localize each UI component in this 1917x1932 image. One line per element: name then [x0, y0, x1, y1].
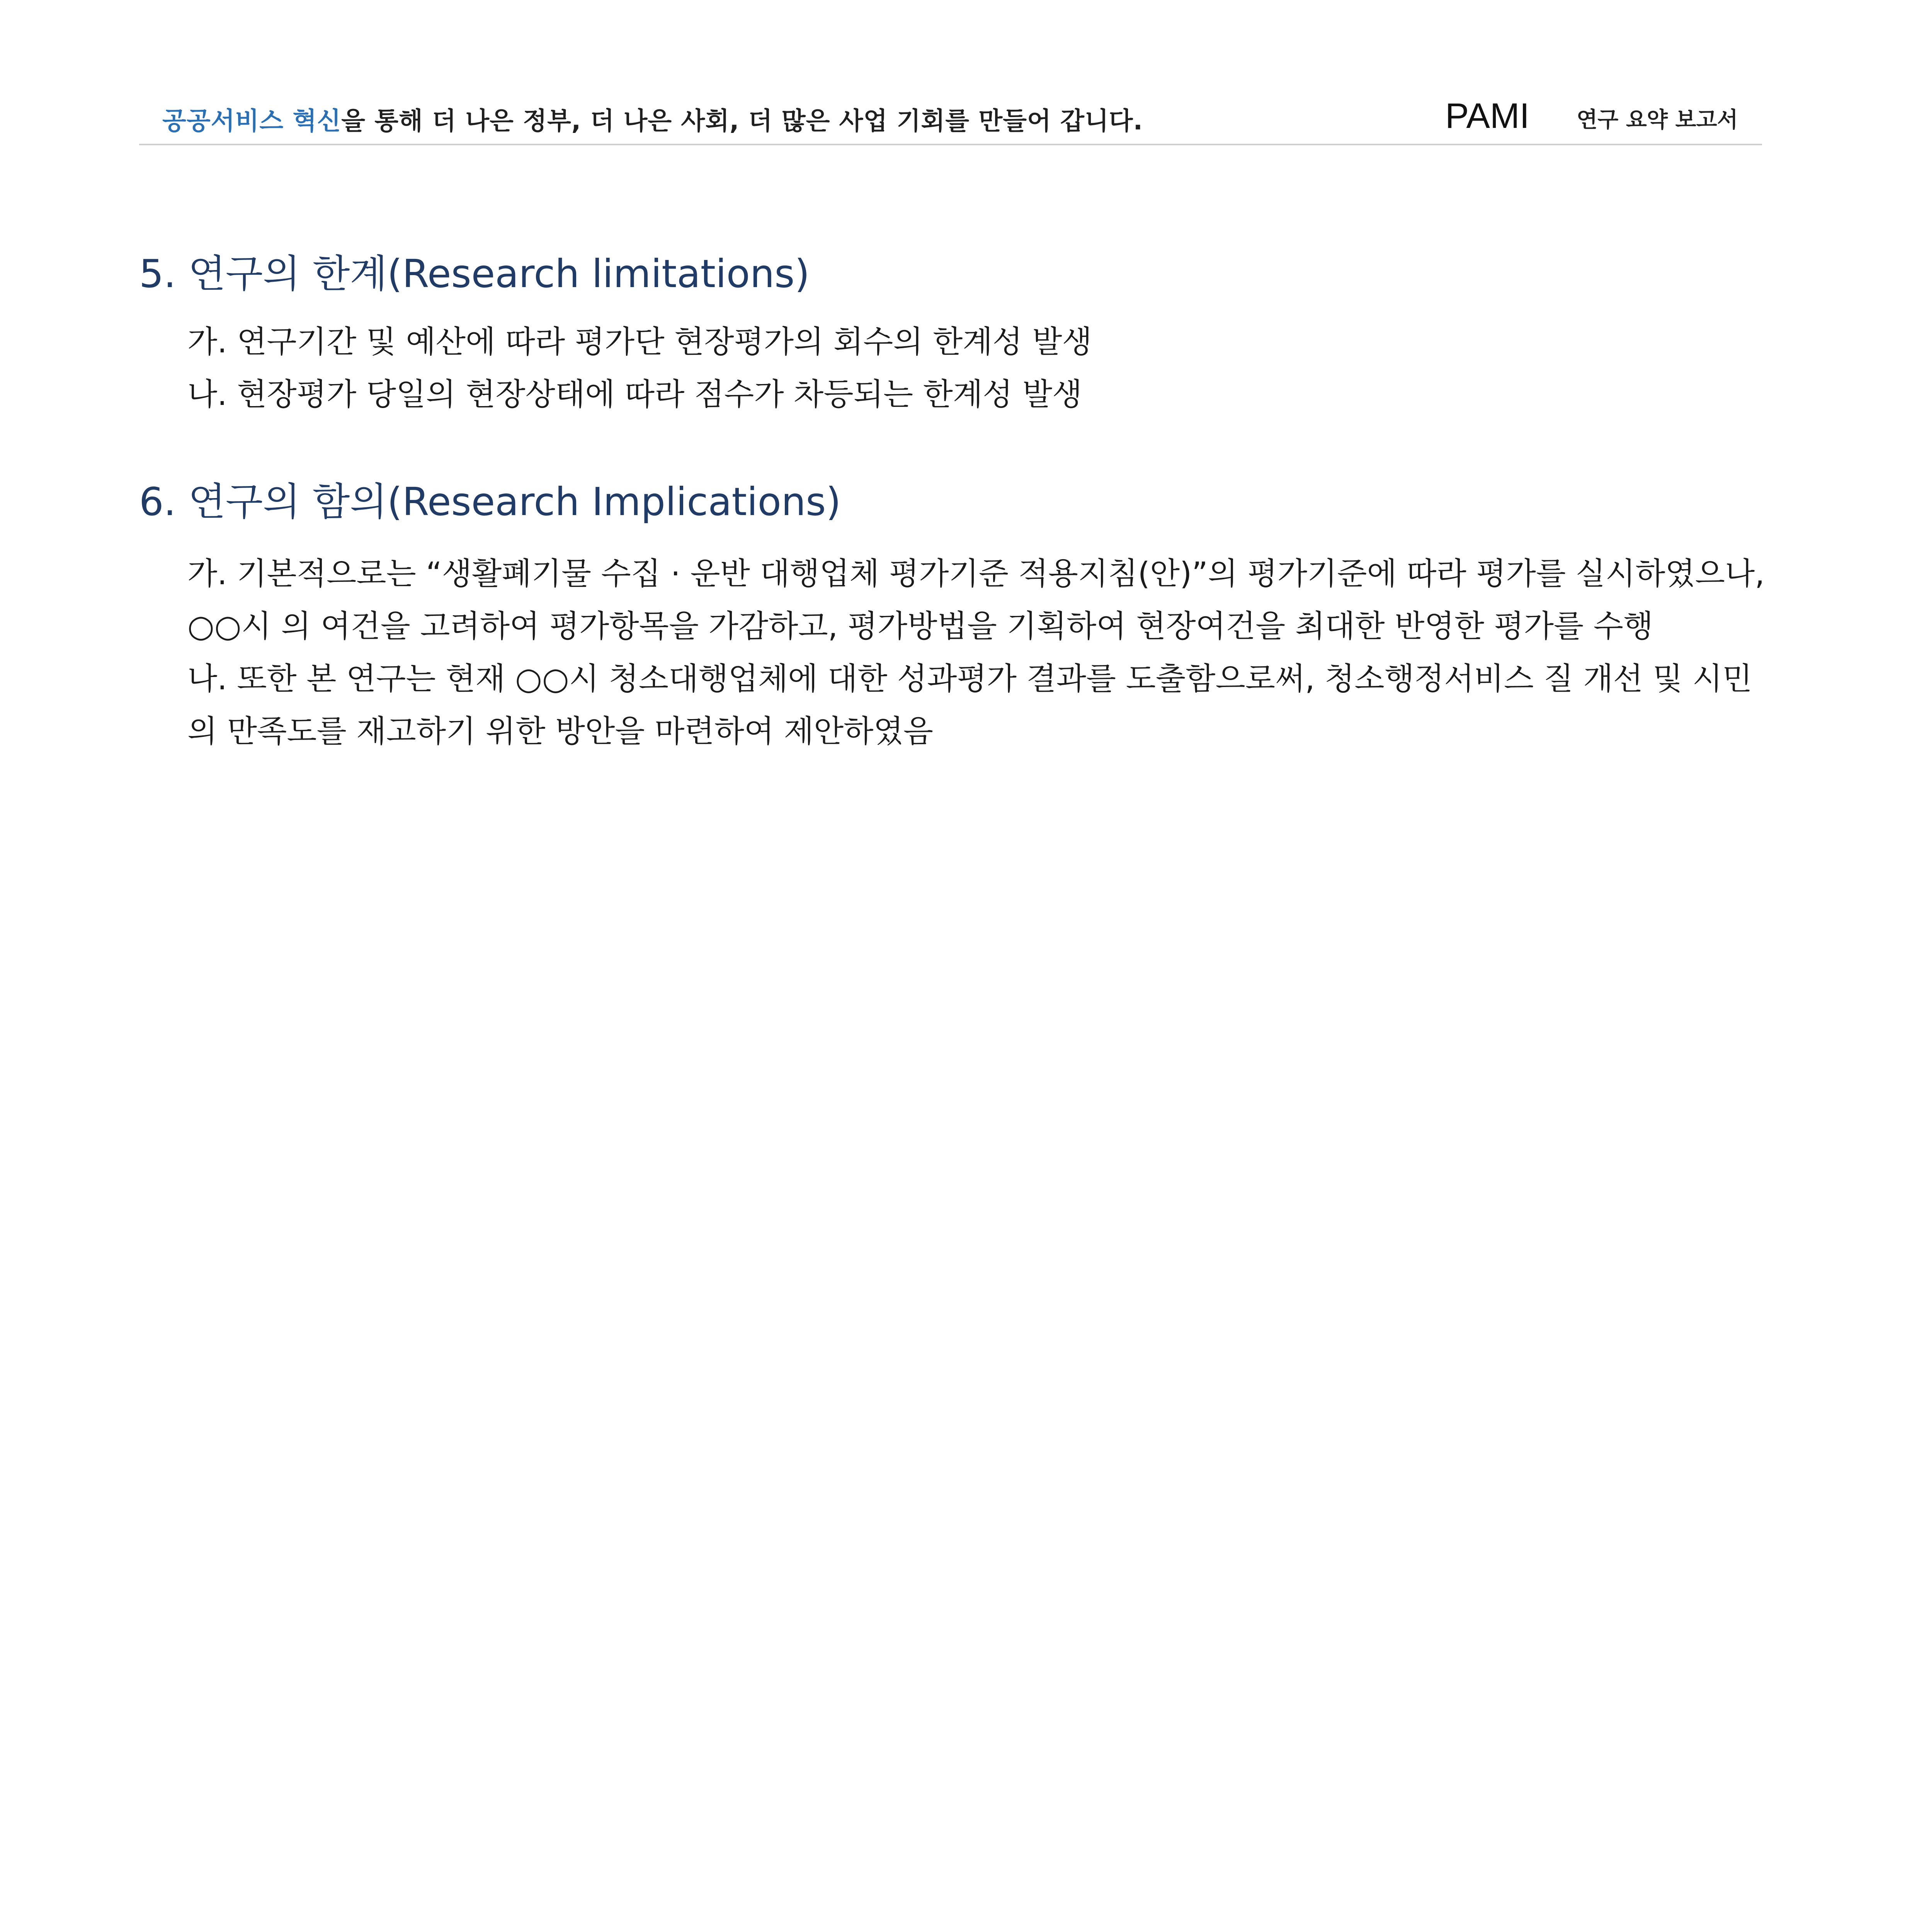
- header-slogan-accent: 공공서비스 혁신: [162, 107, 342, 136]
- header-divider: [139, 144, 1762, 145]
- body-line: 나. 현장평가 당일의 현장상태에 따라 점수가 차등되는 한계성 발생: [187, 376, 1082, 412]
- body-line: 가. 기본적으로는 “생활폐기물 수집 · 운반 대행업체 평가기준 적용지침(안)”의 평가기준에 따라 평가를 실시하였으나,: [187, 556, 1765, 592]
- body-line: ○○시 의 여건을 고려하여 평가항목을 가감하고, 평가방법을 기획하여 현장여건을 최대한 반영한 평가를 수행: [187, 608, 1653, 644]
- section-heading-limitations: 5. 연구의 한계(Research limitations): [139, 251, 810, 296]
- section-heading-implications: 6. 연구의 함의(Research Implications): [139, 479, 841, 524]
- header-brand: PAMI: [1445, 96, 1530, 136]
- body-line: 의 만족도를 재고하기 위한 방안을 마련하여 제안하였음: [187, 713, 934, 749]
- header-slogan: [162, 101, 1143, 137]
- header-report-type: 연구 요약 보고서: [1577, 107, 1738, 133]
- body-line: 가. 연구기간 및 예산에 따라 평가단 현장평가의 회수의 한계성 발생: [187, 324, 1092, 360]
- body-line: 나. 또한 본 연구는 현재 ○○시 청소대행업체에 대한 성과평가 결과를 도출함으로써, 청소행정서비스 질 개선 및 시민: [187, 661, 1752, 697]
- header-slogan-rest: 을 통해 더 나은 정부, 더 나은 사회, 더 많은 사업 기회를 만들어 갑니다.: [341, 107, 1143, 136]
